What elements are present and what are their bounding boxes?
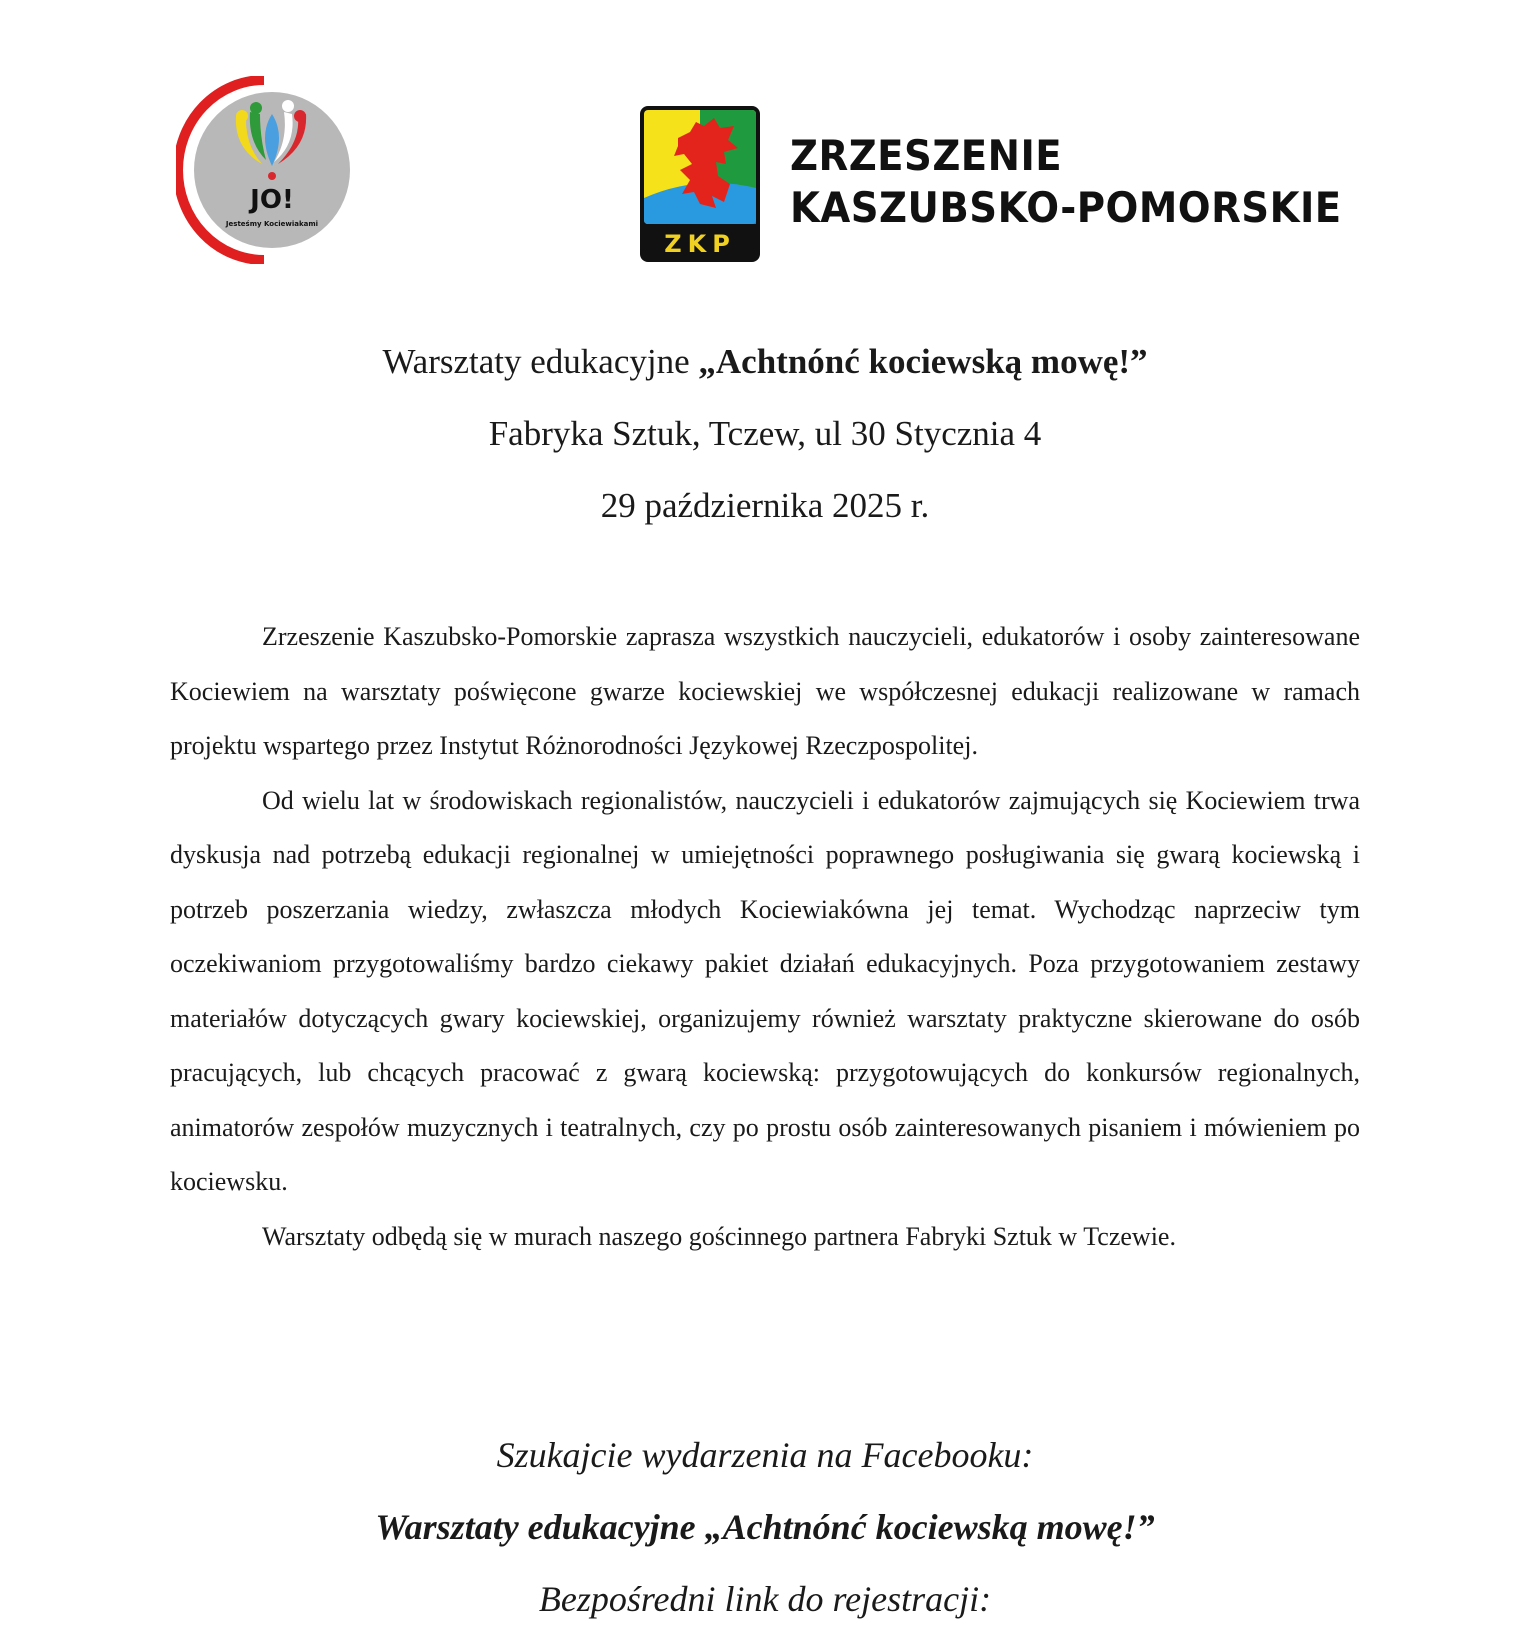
jo-logo-graphic xyxy=(176,76,352,264)
red-head xyxy=(294,110,306,122)
white-head xyxy=(282,100,294,112)
paragraph-venue: Warsztaty odbędą się w murach naszego gościnnego partnera Fabryki Sztuk w Tczewie. xyxy=(262,1221,1176,1251)
zkp-emblem-graphic xyxy=(638,104,762,264)
zkp-emblem xyxy=(638,104,762,264)
jo-logo-subtitle: Jesteśmy Kociewiakami xyxy=(225,220,319,228)
organization-name-line2: KASZUBSKO-POMORSKIE xyxy=(790,183,1342,232)
facebook-event-name: Warsztaty edukacyjne „Achtnónć kociewską mowę!” xyxy=(375,1507,1155,1547)
jo-logo-text: JO! xyxy=(250,185,294,215)
organization-name-line1: ZRZESZENIE xyxy=(790,131,1063,180)
event-title-quoted: „Achtnónć kociewską mowę!” xyxy=(698,342,1148,381)
jo-logo xyxy=(176,76,352,264)
event-date: 29 października 2025 r. xyxy=(600,486,930,525)
paragraph-intro: Zrzeszenie Kaszubsko-Pomorskie zaprasza wszystkich nauczycieli, edukatorów i osoby zainteresowane Kociewiem na warsztaty poświęcone gwarze kociewskiej we współczesnej edukacji realizowane w ramach projektu wspartego przez Instytut Różnorodności Językowej Rzeczpospolitej. xyxy=(170,622,1360,760)
facebook-prompt: Szukajcie wydarzenia na Facebooku: xyxy=(496,1435,1034,1475)
red-dot xyxy=(268,172,276,180)
body-text xyxy=(170,610,1360,1264)
green-head xyxy=(250,102,262,114)
paragraph-description: Od wielu lat w środowiskach regionalistów, nauczycieli i edukatorów zajmujących się Kociewiem trwa dyskusja nad potrzebą edukacji regionalnej w umiejętności poprawnego posługiwania się gwarą kociewską i potrzeb poszerzania wiedzy, zwłaszcza młodych Kociewiakówna jej temat. Wychodząc naprzeciw tym oczekiwaniom przygotowaliśmy bardzo ciekawy pakiet działań edukacyjnych. Poza przygotowaniem zestawy materiałów dotyczących gwary kociewskiej, organizujemy również warsztaty praktyczne skierowane do osób pracujących, lub chcących pracować z gwarą kociewską: przygotowujących do konkursów regionalnych, animatorów zespołów muzycznych i teatralnych, czy po prostu osób zainteresowanych pisaniem i mówieniem po kociewsku. xyxy=(170,785,1360,1196)
zkp-emblem-text: ZKP xyxy=(664,230,736,258)
organization-name xyxy=(790,130,1342,234)
event-location: Fabryka Sztuk, Tczew, ul 30 Stycznia 4 xyxy=(488,414,1042,453)
event-title-prefix: Warsztaty edukacyjne xyxy=(382,342,699,381)
yellow-head xyxy=(236,110,248,122)
event-title xyxy=(0,342,1530,382)
registration-prompt: Bezpośredni link do rejestracji: xyxy=(538,1579,992,1619)
